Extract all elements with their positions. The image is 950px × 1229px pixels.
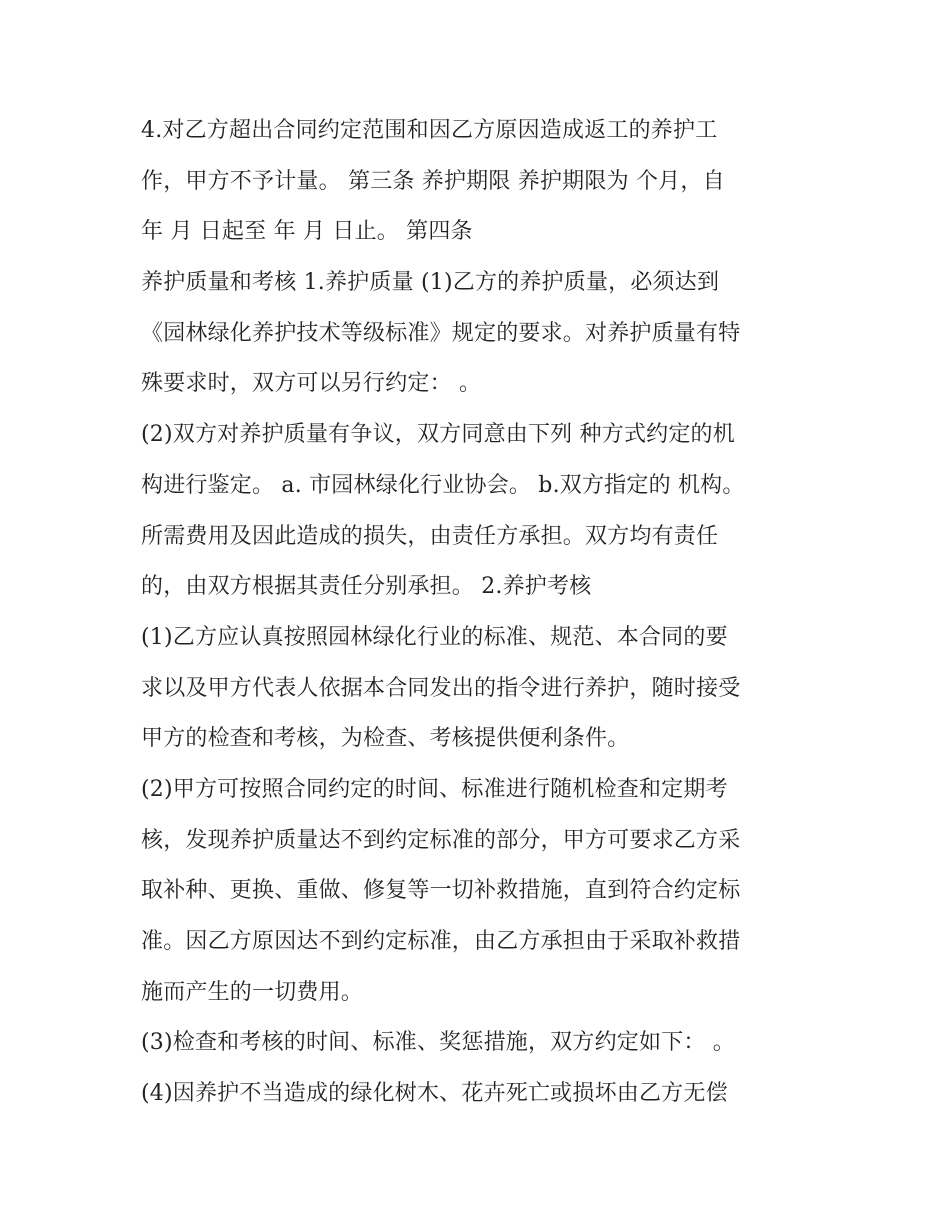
text-line: 的，由双方根据其责任分别承担。 2.养护考核: [141, 574, 592, 600]
text-line: (1)乙方应认真按照园林绿化行业的标准、规范、本合同的要: [141, 624, 728, 650]
text-line: 求以及甲方代表人依据本合同发出的指令进行养护，随时接受: [141, 675, 741, 701]
text-line: (3)检查和考核的时间、标准、奖惩措施，双方约定如下： 。: [141, 1030, 735, 1056]
text-line: (2)双方对养护质量有争议，双方同意由下列 种方式约定的机: [141, 422, 735, 448]
text-line: 构进行鉴定。 a. 市园林绿化行业协会。 b.双方指定的 机构。: [141, 472, 745, 498]
text-line: (2)甲方可按照合同约定的时间、标准进行随机检查和定期考: [141, 776, 728, 802]
text-line: 《园林绿化养护技术等级标准》规定的要求。对养护质量有特: [141, 320, 741, 346]
text-line: 施而产生的一切费用。: [141, 979, 364, 1005]
text-line: (4)因养护不当造成的绿化树木、花卉死亡或损坏由乙方无偿: [141, 1081, 728, 1107]
contract-text-block: [141, 106, 821, 1120]
text-line: 养护质量和考核 1.养护质量 (1)乙方的养护质量，必须达到: [141, 270, 720, 296]
text-line: 核，发现养护质量达不到约定标准的部分，甲方可要求乙方采: [141, 827, 741, 853]
text-line: 甲方的检查和考核，为检查、考核提供便利条件。: [141, 726, 630, 752]
text-line: 准。因乙方原因达不到约定标准，由乙方承担由于采取补救措: [141, 929, 741, 954]
text-line: 作，甲方不予计量。 第三条 养护期限 养护期限为 个月，自: [141, 168, 725, 194]
text-line: 殊要求时，双方可以另行约定： 。: [141, 371, 482, 397]
text-line: 4.对乙方超出合同约定范围和因乙方原因造成返工的养护工: [141, 118, 718, 143]
text-line: 年 月 日起至 年 月 日止。 第四条: [141, 219, 473, 245]
text-line: 所需费用及因此造成的损失，由责任方承担。双方均有责任: [141, 523, 719, 549]
text-line: 取补种、更换、重做、修复等一切补救措施，直到符合约定标: [141, 878, 741, 904]
